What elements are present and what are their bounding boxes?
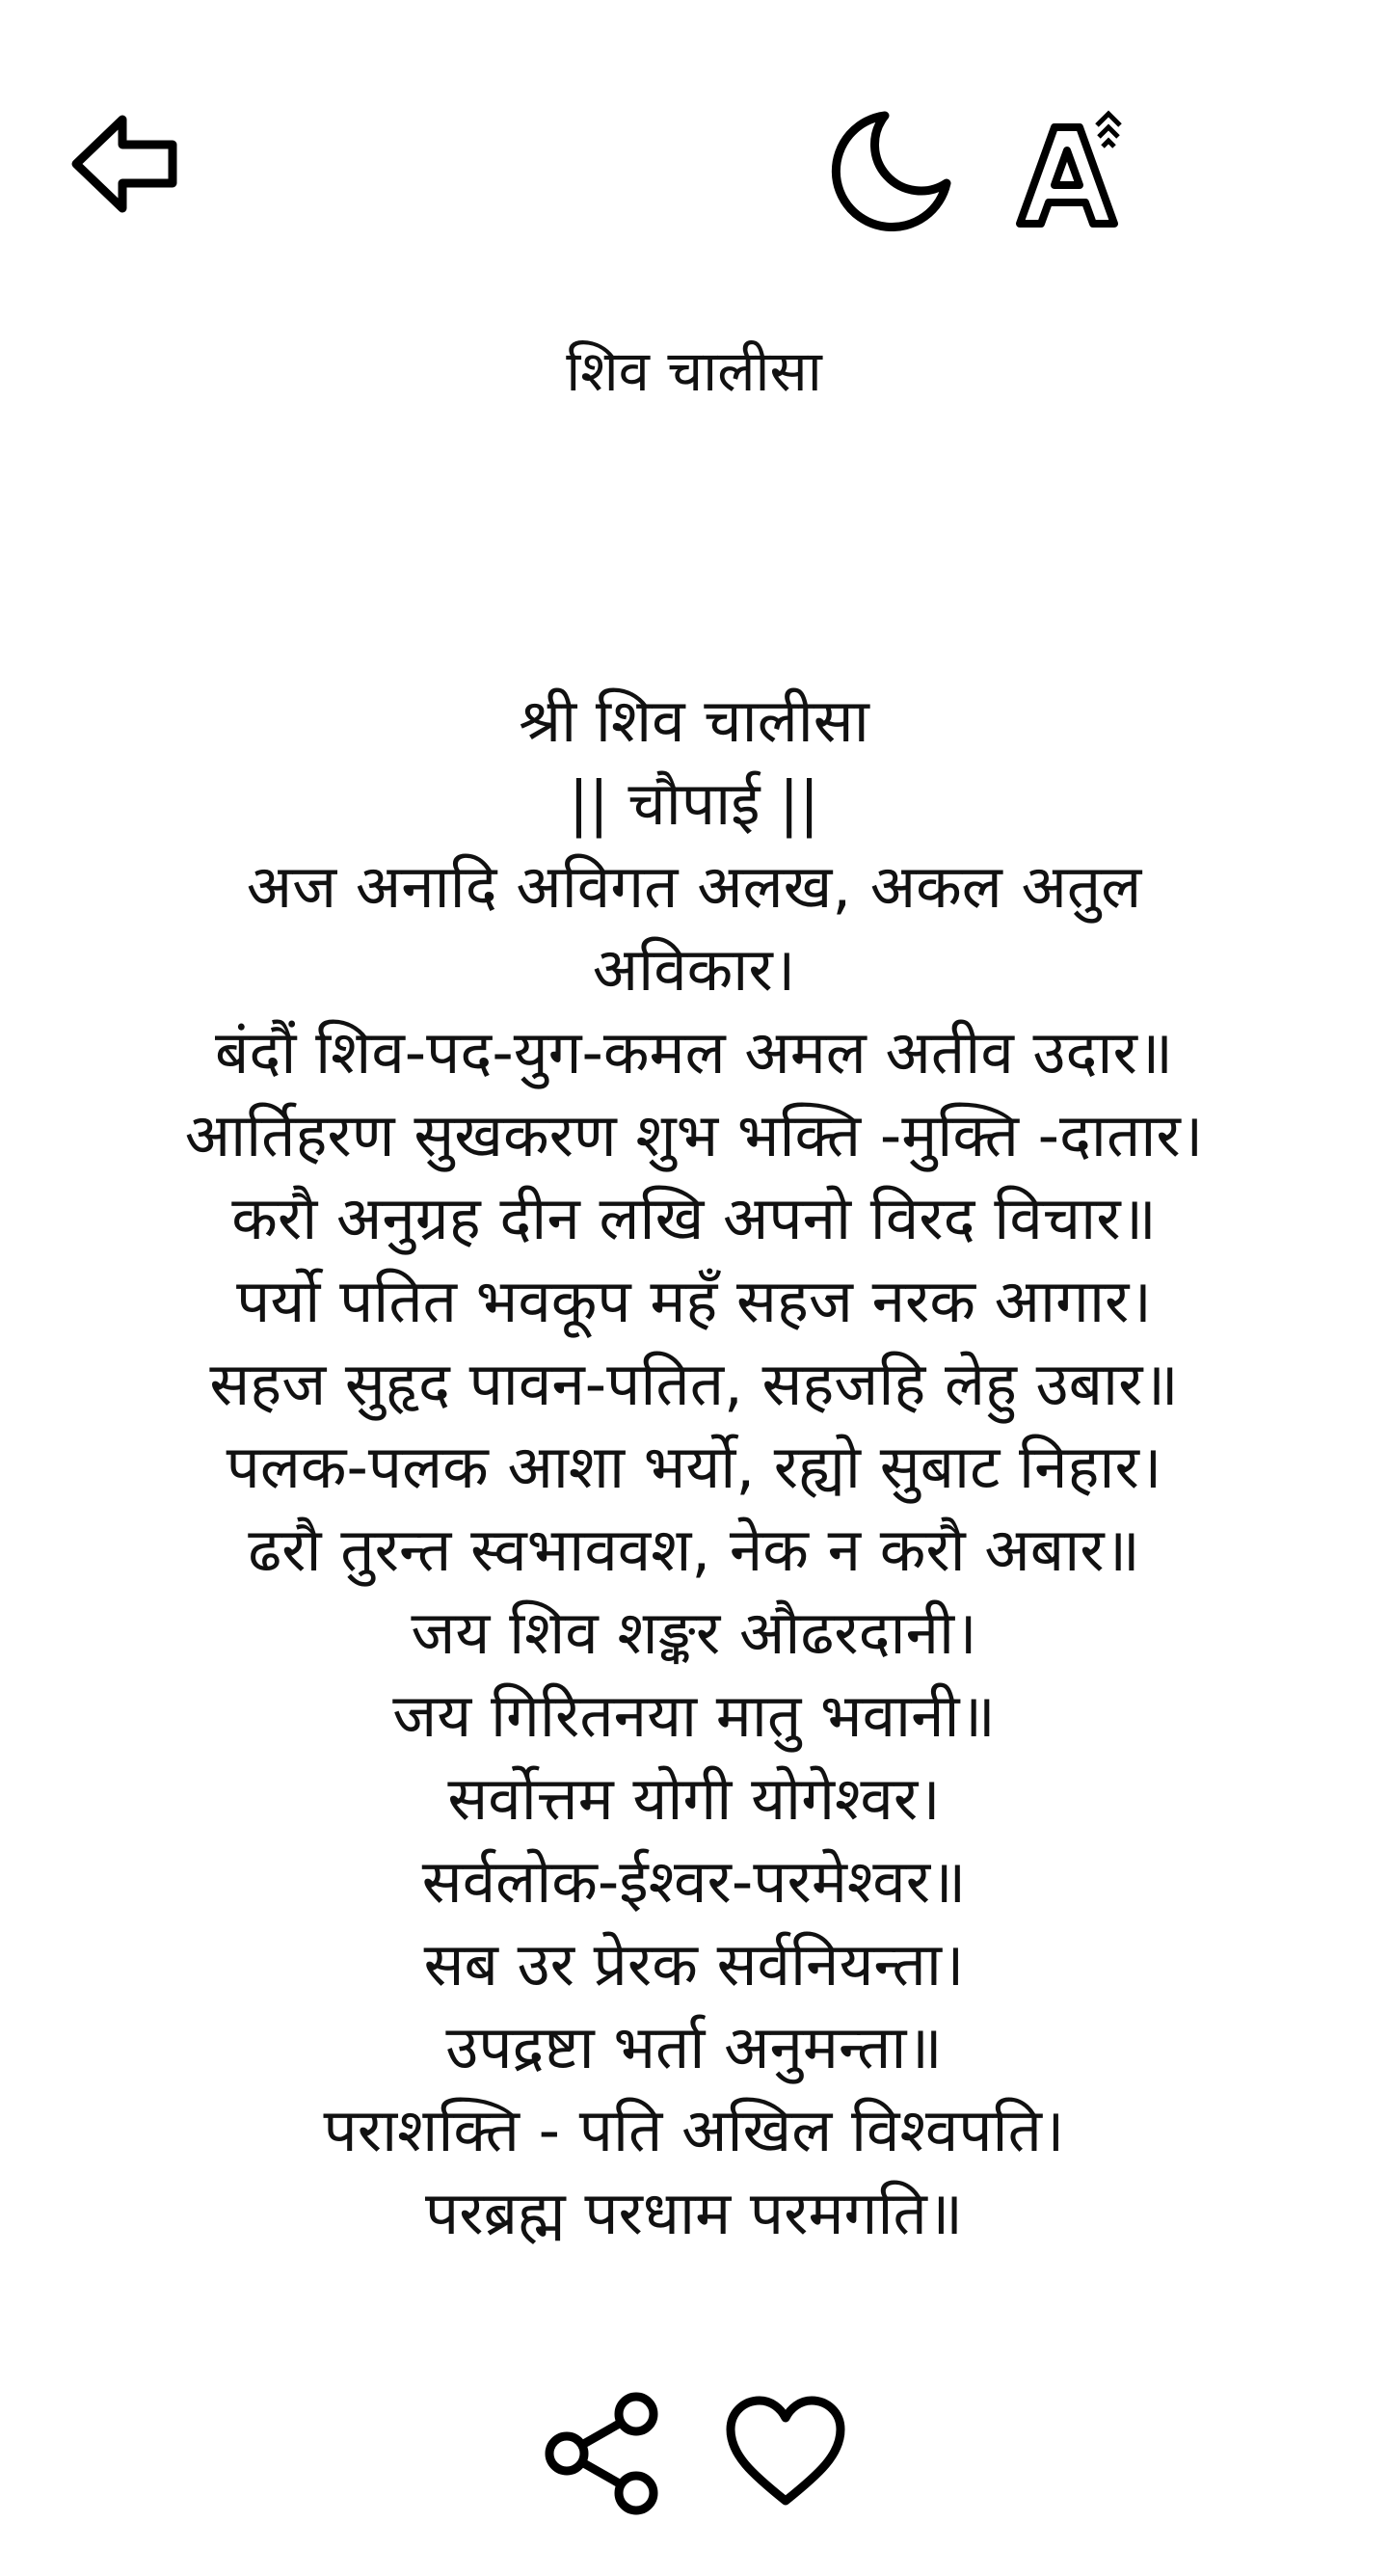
page-title: शिव चालीसा: [566, 338, 822, 404]
share-button[interactable]: [535, 2386, 670, 2521]
text-line: अविकार।: [592, 934, 796, 1005]
text-line: || चौपाई ||: [568, 768, 820, 839]
share-icon: [540, 2391, 665, 2516]
text-line: ढरौ तुरन्त स्वभाववश, नेक न करौ अबार॥: [248, 1515, 1140, 1585]
text-line: जय शिव शङ्कर औढरदानी।: [411, 1597, 977, 1668]
font-size-increase-icon: [1012, 106, 1137, 231]
text-line: सर्वलोक-ईश्वर-परमेश्वर॥: [421, 1846, 967, 1917]
text-line: बंदौं शिव-पद-युग-कमल अमल अतीव उदार॥: [215, 1017, 1173, 1087]
text-line: जय गिरितनया मातु भवानी॥: [392, 1680, 996, 1751]
text-line: आर्तिहरण सुखकरण शुभ भक्ति -मुक्ति -दातार।: [184, 1100, 1204, 1170]
text-line: करौ अनुग्रह दीन लखि अपनो विरद विचार॥: [231, 1183, 1157, 1253]
text-line: सहज सुहृद पावन-पतित, सहजहि लेहु उबार॥: [209, 1349, 1179, 1419]
text-line: श्री शिव चालीसा: [519, 685, 869, 756]
text-line: पलक-पलक आशा भर्यो, रह्यो सुबाट निहार।: [226, 1432, 1162, 1502]
top-bar: [0, 0, 1388, 289]
font-size-button[interactable]: [1007, 96, 1142, 241]
text-line: उपद्रष्टा भर्ता अनुमन्ता॥: [445, 2012, 943, 2082]
text-line: पराशक्ति - पति अखिल विश्वपति।: [323, 2095, 1065, 2165]
back-button[interactable]: [58, 96, 193, 231]
text-line: अज अनादि अविगत अलख, अकल अतुल: [246, 851, 1142, 922]
text-line: पर्यो पतित भवकूप महँ सहज नरक आगार।: [236, 1266, 1152, 1336]
text-line: सर्वोत्तम योगी योगेश्वर।: [447, 1763, 941, 1834]
arrow-left-icon: [63, 106, 188, 222]
text-line: परब्रह्म परधाम परमगति॥: [425, 2178, 963, 2248]
chalisa-text: [116, 680, 1272, 2255]
night-mode-button[interactable]: [824, 96, 959, 241]
heart-icon: [723, 2391, 848, 2516]
favorite-button[interactable]: [718, 2386, 853, 2521]
text-line: सब उर प्रेरक सर्वनियन्ता।: [423, 1929, 965, 1999]
moon-icon: [829, 106, 954, 231]
